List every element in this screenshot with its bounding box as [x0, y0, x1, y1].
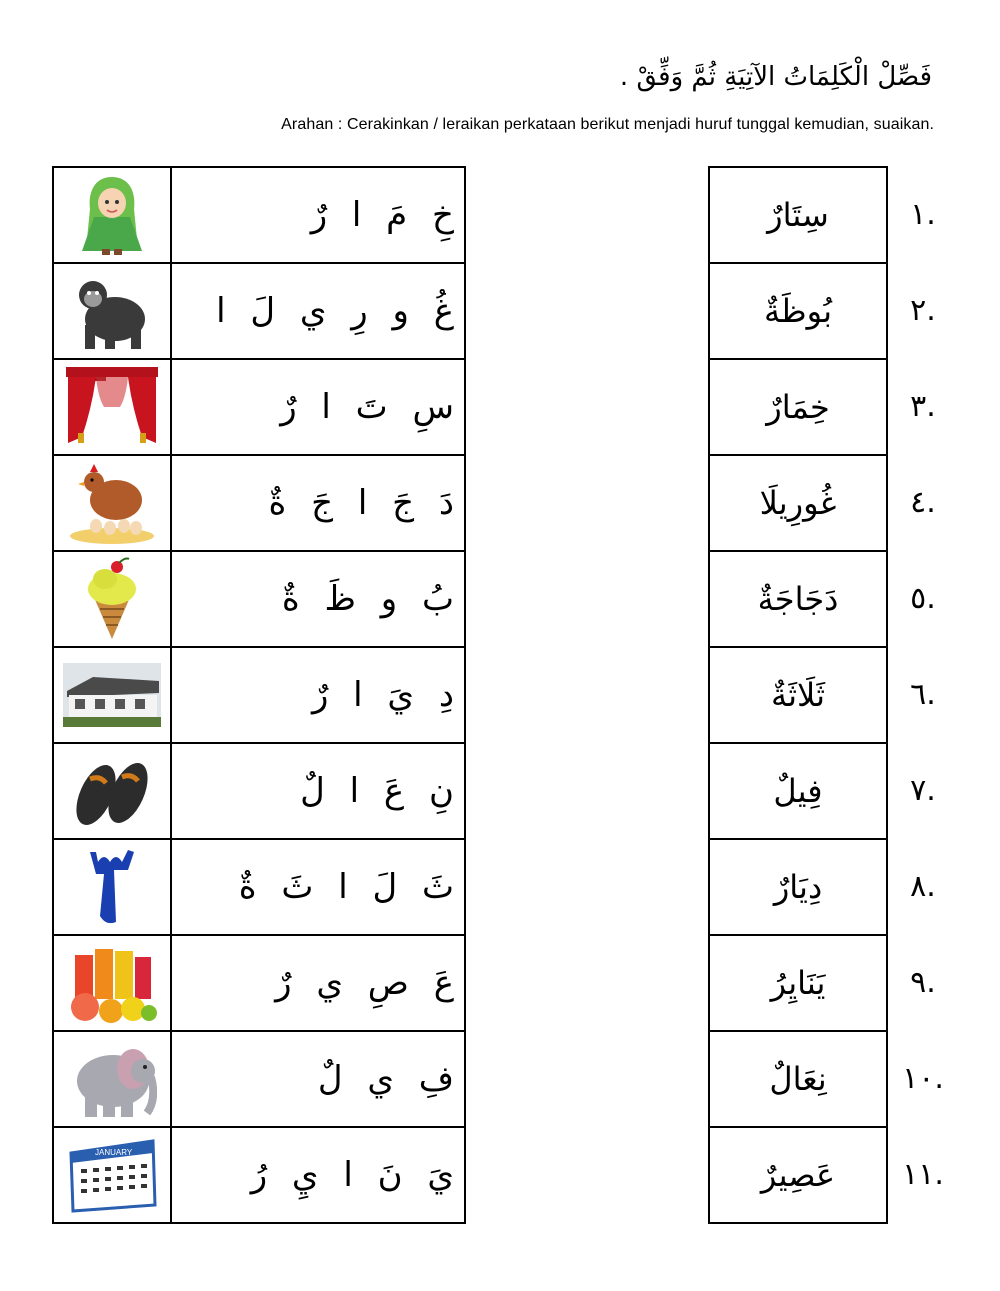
separated-letters: فِ ي لٌ [317, 1059, 454, 1099]
row-number: .١ [910, 196, 936, 232]
table-row [54, 456, 464, 552]
table-row [54, 936, 464, 1032]
row-number: .١١ [902, 1156, 944, 1192]
row-number: .٨ [910, 868, 936, 904]
calendar-month-label: JANUARY [95, 1148, 133, 1157]
row-number: .٣ [910, 388, 936, 424]
separated-letters: عَ صِ ي رٌ [275, 963, 454, 1003]
table-row [54, 168, 464, 264]
chicken-with-eggs-icon[interactable] [54, 456, 172, 550]
row-number: .١٠ [902, 1060, 944, 1096]
word-cell[interactable]: يَنَايِرُ [710, 936, 886, 1032]
arabic-numeral-three-icon[interactable] [54, 840, 172, 934]
separated-letters: خِ مَ ا رٌ [310, 195, 454, 235]
separated-letters: سِ تَ ا رٌ [280, 387, 454, 427]
words-table [708, 166, 888, 1224]
word-cell[interactable]: خِمَارٌ [710, 360, 886, 456]
word-cell[interactable]: ثَلَاثَةٌ [710, 648, 886, 744]
separated-letters: دَ جَ ا جَ ةٌ [268, 483, 454, 523]
worksheet-title: فَصِّلْ الْكَلِمَاتُ الآتِيَةِ ثُمَّ وَفِّقْ . [619, 62, 932, 92]
row-number: .٦ [910, 676, 936, 712]
separated-letters: يَ نَ ا يِ رُ [250, 1155, 454, 1195]
separated-letters: ثَ لَ ا ثَ ةٌ [238, 867, 454, 907]
gorilla-icon[interactable] [54, 264, 172, 358]
table-row [54, 648, 464, 744]
worksheet-instruction: Arahan : Cerakinkan / leraikan perkataan berikut menjadi huruf tunggal kemudian, suaikan. [281, 116, 934, 133]
calendar-icon[interactable] [54, 1128, 172, 1222]
word-cell[interactable]: دَجَاجَةٌ [710, 552, 886, 648]
girl-in-hijab-icon[interactable] [54, 168, 172, 262]
terrace-houses-icon[interactable] [54, 648, 172, 742]
letters-table [52, 166, 466, 1224]
slippers-icon[interactable] [54, 744, 172, 838]
elephant-icon[interactable] [54, 1032, 172, 1126]
ice-cream-cone-icon[interactable] [54, 552, 172, 646]
word-cell[interactable]: فِيلٌ [710, 744, 886, 840]
separated-letters: دِ يَ ا رٌ [311, 675, 454, 715]
word-cell[interactable]: نِعَالٌ [710, 1032, 886, 1128]
table-row [54, 1128, 464, 1222]
row-number: .٢ [910, 292, 936, 328]
row-numbers [888, 166, 958, 1222]
table-row [54, 264, 464, 360]
separated-letters: نِ عَ ا لٌ [300, 771, 454, 811]
row-number: .٩ [910, 964, 936, 1000]
word-cell[interactable]: سِتَارٌ [710, 168, 886, 264]
word-cell[interactable]: بُوظَةٌ [710, 264, 886, 360]
table-row [54, 552, 464, 648]
table-row [54, 360, 464, 456]
red-curtain-icon[interactable] [54, 360, 172, 454]
word-cell[interactable]: غُورِيلَا [710, 456, 886, 552]
row-number: .٧ [910, 772, 936, 808]
row-number: .٥ [910, 580, 936, 616]
row-number: .٤ [910, 484, 936, 520]
table-row [54, 840, 464, 936]
word-cell[interactable]: دِيَارٌ [710, 840, 886, 936]
separated-letters: غُ و رِ ي لَ ا [216, 291, 454, 331]
word-cell[interactable]: عَصِيرٌ [760, 1156, 836, 1194]
table-row [54, 1032, 464, 1128]
table-row [54, 744, 464, 840]
fruit-juices-icon[interactable] [54, 936, 172, 1030]
separated-letters: بُ و ظَ ةٌ [281, 579, 454, 619]
